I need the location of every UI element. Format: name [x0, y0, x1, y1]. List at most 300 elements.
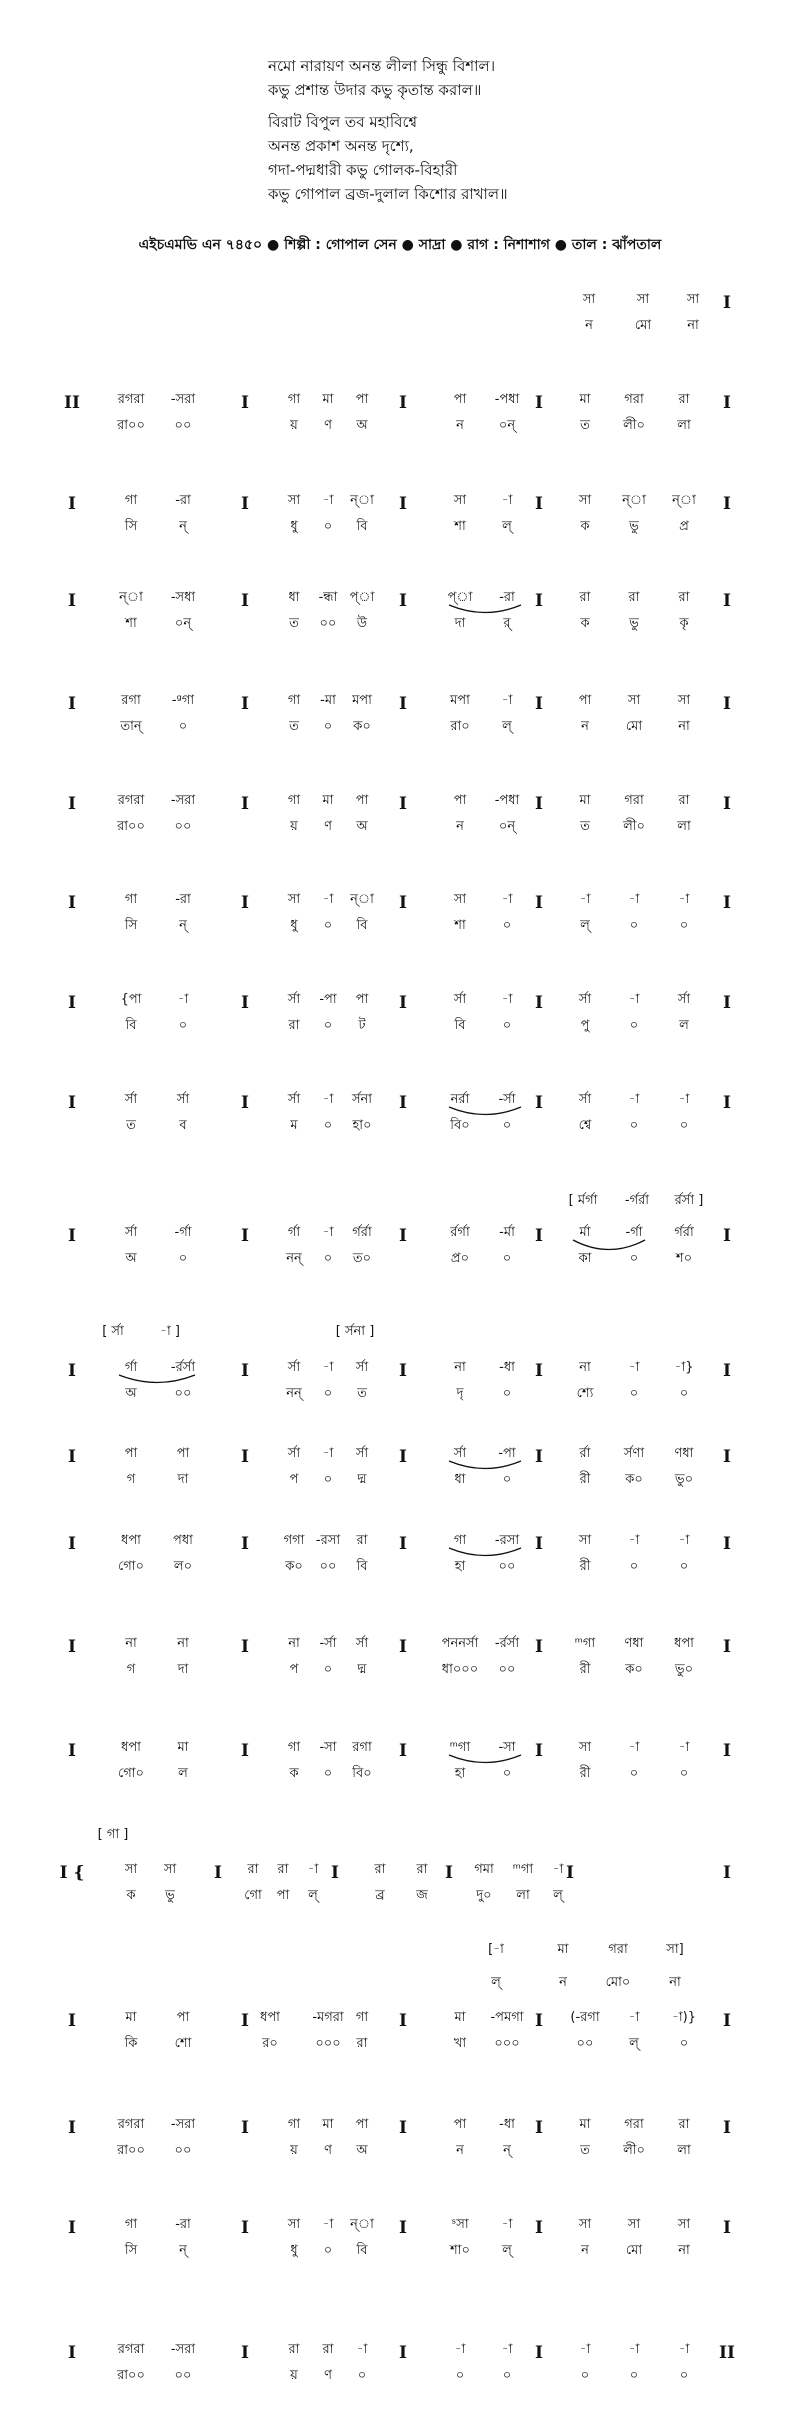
- bar-line: I: [723, 1863, 731, 1883]
- swara-note: পা: [176, 1446, 190, 1461]
- swara-note: পা: [355, 992, 369, 1007]
- lyric-syllable: র০: [262, 2036, 278, 2051]
- variation-annotation: -র্গর্রা: [624, 1193, 650, 1208]
- variation-annotation: [ র্মর্গা: [568, 1193, 598, 1208]
- bar-line: I: [535, 494, 543, 514]
- lyric-syllable: ভু: [629, 616, 639, 631]
- lyric-syllable: হা: [454, 1766, 466, 1781]
- lyric-syllable: ০: [629, 1386, 639, 1401]
- lyric-syllable: ধা: [454, 1472, 466, 1487]
- swara-note: ˢসা: [451, 2217, 469, 2232]
- swara-note: -র্রর্সা: [170, 1360, 196, 1375]
- swara-note: -া: [501, 892, 513, 907]
- lyric-syllable: দৃ: [456, 1386, 464, 1401]
- lyric-syllable: দা: [454, 616, 466, 631]
- variation-annotation: -া ]: [160, 1324, 180, 1339]
- swara-note: মা: [177, 1740, 189, 1755]
- swara-note: র্সা: [124, 1092, 138, 1107]
- bar-line: I: [535, 2218, 543, 2238]
- lyric-syllable: ল্: [308, 1888, 318, 1903]
- swara-note: ᵐগা: [512, 1862, 534, 1877]
- swara-note: গা: [287, 392, 301, 407]
- lyric-syllable: ০: [502, 1018, 512, 1033]
- swara-note: র্গা: [287, 1225, 301, 1240]
- bar-line: I: [331, 1863, 339, 1883]
- lyric-syllable: রী: [579, 1662, 591, 1677]
- swara-note: নর্রা: [450, 1092, 470, 1107]
- bar-line: I: [68, 893, 76, 913]
- lyric-syllable: ০: [629, 1118, 639, 1133]
- swara-note: ন্া: [622, 493, 646, 508]
- swara-note: -া: [322, 2217, 334, 2232]
- bar-line: I: [399, 2218, 407, 2238]
- bar-line: I: [399, 794, 407, 814]
- bar-line: I: [399, 694, 407, 714]
- swara-note: রা: [678, 793, 690, 808]
- swara-note: র্রা: [579, 1446, 591, 1461]
- swara-note: মা: [454, 2010, 466, 2025]
- lyric-syllable: ০০: [174, 2143, 192, 2158]
- bar-line: I: [535, 2118, 543, 2138]
- swara-note: না: [454, 1360, 466, 1375]
- swara-note: সা: [636, 292, 650, 307]
- variation-annotation: গরা: [608, 1942, 628, 1957]
- bar-line: I: [68, 591, 76, 611]
- bar-line: I: [241, 2118, 249, 2138]
- lyric-syllable: ০: [323, 1386, 333, 1401]
- swara-note: -সরা: [170, 392, 196, 407]
- swara-note: -র্গা: [174, 1225, 192, 1240]
- variation-annotation: [ র্সনা ]: [335, 1324, 375, 1339]
- swara-note: ন্া: [350, 493, 374, 508]
- lyric-syllable: প্র০: [450, 1251, 470, 1266]
- lyric-syllable: প: [289, 1472, 299, 1487]
- bar-line: I: [68, 1447, 76, 1467]
- swara-note: -সধা: [170, 590, 196, 605]
- bar-line: I: [399, 494, 407, 514]
- swara-note: র্সা: [287, 1360, 301, 1375]
- swara-note: সা: [627, 2217, 641, 2232]
- variation-annotation: [ গা ]: [97, 1827, 129, 1842]
- swara-note: -া: [307, 1862, 319, 1877]
- swara-note: রা: [678, 590, 690, 605]
- swara-note: র্সা: [677, 992, 691, 1007]
- lyric-syllable: রা০০: [117, 819, 145, 834]
- swara-note: সা: [287, 892, 301, 907]
- lyric-syllable: দ্ম: [357, 1472, 367, 1487]
- swara-note: -া: [322, 892, 334, 907]
- swara-note: গরা: [624, 392, 644, 407]
- lyric-syllable: ০০: [319, 1559, 337, 1574]
- lyric-syllable: গ: [126, 1472, 136, 1487]
- lyric-syllable: ত০: [352, 1251, 372, 1266]
- swara-note: পা: [176, 2010, 190, 2025]
- swara-note: না: [579, 1360, 591, 1375]
- lyric-syllable: ০: [323, 2243, 333, 2258]
- lyric-syllable: ০: [679, 1118, 689, 1133]
- bar-line: I: [399, 1226, 407, 1246]
- bar-line: I: [399, 1361, 407, 1381]
- bar-line: I: [399, 1093, 407, 1113]
- lyric-syllable: য়: [290, 819, 298, 834]
- swara-note: গা: [124, 2217, 138, 2232]
- lyric-syllable: শা: [454, 918, 466, 933]
- swara-note: -া: [579, 892, 591, 907]
- swara-note: গা: [453, 1533, 467, 1548]
- bar-line: I: [68, 494, 76, 514]
- slur-mark: [448, 1460, 522, 1472]
- lyric-syllable: ণ: [324, 819, 332, 834]
- lyric-syllable: রী: [579, 1472, 591, 1487]
- lyric-syllable: ০: [629, 1251, 639, 1266]
- lyric-syllable: ০: [323, 719, 333, 734]
- lyric-syllable: ণ: [324, 418, 332, 433]
- lyric-syllable: ভু০: [674, 1662, 694, 1677]
- bar-line: I: [399, 1534, 407, 1554]
- swara-note: সা: [124, 1862, 138, 1877]
- lyric-syllable: ০: [323, 1662, 333, 1677]
- swara-note: র্সা: [287, 1446, 301, 1461]
- lyric-syllable: ল্: [502, 719, 512, 734]
- bar-line: I: [535, 393, 543, 413]
- swara-note: ন্া: [672, 493, 696, 508]
- swara-note: গা: [287, 793, 301, 808]
- bar-line: I: [241, 1361, 249, 1381]
- bar-line: I: [241, 1534, 249, 1554]
- lyric-syllable: ভু: [165, 1888, 175, 1903]
- lyric-syllable: রা: [356, 2036, 368, 2051]
- lyric-syllable: শ্বে: [578, 1118, 592, 1133]
- swara-note: -সা: [498, 1740, 516, 1755]
- lyric-syllable: ল: [178, 1766, 188, 1781]
- lyric-syllable: বি: [356, 918, 368, 933]
- bar-line: I: [241, 1741, 249, 1761]
- lyric-syllable: ০০: [498, 1559, 516, 1574]
- bar-line: I: [723, 893, 731, 913]
- swara-note: ᵐগা: [449, 1740, 471, 1755]
- bar-line: I: [535, 1361, 543, 1381]
- bar-line: I: [68, 993, 76, 1013]
- swara-note: -সরা: [170, 793, 196, 808]
- swara-note: -া: [628, 1092, 640, 1107]
- lyric-syllable: ০: [629, 918, 639, 933]
- bar-line: I: [723, 694, 731, 714]
- bar-line: I: [68, 2218, 76, 2238]
- swara-note: রা: [579, 590, 591, 605]
- swara-note: সা: [287, 2217, 301, 2232]
- lyric-syllable: সি: [124, 2243, 138, 2258]
- lyric-syllable: ন: [585, 318, 593, 333]
- swara-note: -রা: [175, 493, 191, 508]
- bar-line: I: [399, 2118, 407, 2138]
- swara-note: ন্া: [350, 2217, 374, 2232]
- lyric-syllable: ত: [289, 719, 299, 734]
- bar-line: I: [241, 893, 249, 913]
- bar-line: I: [535, 2011, 543, 2031]
- swara-note: -া: [501, 2342, 513, 2357]
- swara-note: -া: [678, 2342, 690, 2357]
- lyric-syllable: হা: [454, 1559, 466, 1574]
- bar-line: I: [399, 2343, 407, 2363]
- record-info-line: এইচএমভি এন ৭৪৫০ ● শিল্পী : গোপাল সেন ● সাদ্রা ● রাগ : নিশাশাগ ● তাল : ঝাঁপতাল: [138, 237, 662, 253]
- swara-note: -র্গা: [625, 1225, 643, 1240]
- lyric-syllable: লী০: [623, 819, 645, 834]
- lyric-syllable: ত: [580, 819, 590, 834]
- swara-note: -পা: [498, 1446, 516, 1461]
- lyric-syllable: বি: [454, 1018, 466, 1033]
- swara-note: -পমগা: [490, 2010, 524, 2025]
- lyric-syllable: রা০০: [117, 2143, 145, 2158]
- variation-annotation: সা]: [666, 1942, 684, 1957]
- lyric-syllable: হা০: [352, 1118, 372, 1133]
- swara-note: -পধা: [494, 793, 520, 808]
- lyric-syllable: নন্: [286, 1386, 302, 1401]
- lyric-syllable: লা: [677, 819, 691, 834]
- bar-line: I: [723, 1361, 731, 1381]
- bar-line: I: [723, 293, 731, 313]
- bar-line: I: [399, 1447, 407, 1467]
- swara-note: রগা: [121, 693, 141, 708]
- bar-line: I: [399, 1637, 407, 1657]
- swara-note: র্রর্গা: [450, 1225, 470, 1240]
- swara-note: র্মা: [579, 1225, 591, 1240]
- swara-note: র্সা: [453, 1446, 467, 1461]
- lyric-syllable: ০০: [498, 1662, 516, 1677]
- swara-note: গগা: [283, 1533, 305, 1548]
- swara-note: র্গা: [124, 1360, 138, 1375]
- swara-note: রা: [247, 1862, 259, 1877]
- swara-note: -রসা: [315, 1533, 341, 1548]
- lyric-syllable: ০: [357, 2368, 367, 2383]
- swara-note: রা: [374, 1862, 386, 1877]
- lyric-syllable: না: [687, 318, 699, 333]
- variation-annotation: ল্: [491, 1975, 501, 1990]
- swara-note: না: [288, 1636, 300, 1651]
- swara-note: -া: [501, 2217, 513, 2232]
- swara-note: গা: [287, 2117, 301, 2132]
- lyric-syllable: ক০: [353, 719, 371, 734]
- lyric-syllable: ধু: [290, 918, 298, 933]
- lyric-syllable: ভু০: [674, 1472, 694, 1487]
- swara-note: -া: [322, 1092, 334, 1107]
- lyric-syllable: ০: [323, 1018, 333, 1033]
- swara-note: -া: [628, 892, 640, 907]
- lyric-syllable: বি০: [352, 1766, 372, 1781]
- bar-line: I: [68, 1637, 76, 1657]
- swara-note: র্সা: [355, 1636, 369, 1651]
- lyric-syllable: রা: [288, 1018, 300, 1033]
- swara-note: ধপা: [260, 2010, 280, 2025]
- lyric-syllable: ত: [580, 418, 590, 433]
- swara-note: -ধা: [499, 1360, 515, 1375]
- lyric-syllable: ০: [502, 2368, 512, 2383]
- swara-note: পননর্সা: [441, 1636, 479, 1651]
- swara-note: পা: [578, 693, 592, 708]
- lyric-syllable: লা: [677, 418, 691, 433]
- bar-line: I: [535, 1637, 543, 1657]
- lyric-syllable: ন: [581, 719, 589, 734]
- lyric-syllable: য়: [290, 2368, 298, 2383]
- lyric-syllable: ক: [126, 1888, 136, 1903]
- lyric-syllable: খা: [453, 2036, 467, 2051]
- lyric-syllable: ০০: [174, 2368, 192, 2383]
- lyric-syllable: ০০: [319, 616, 337, 631]
- lyric-syllable: অ: [356, 819, 368, 834]
- swara-note: সা: [453, 892, 467, 907]
- swara-note: -া)}: [671, 2010, 697, 2025]
- lyric-syllable: ০: [679, 1386, 689, 1401]
- bar-line: I: [399, 393, 407, 413]
- bar-line: I: [723, 494, 731, 514]
- swara-note: -া: [177, 992, 189, 1007]
- variation-annotation: মো০: [605, 1975, 631, 1990]
- bar-line: I: [241, 393, 249, 413]
- lyric-syllable: ০ন্: [174, 616, 192, 631]
- swara-note: -া: [628, 992, 640, 1007]
- lyric-syllable: ট: [358, 1018, 366, 1033]
- slur-mark: [572, 1239, 646, 1253]
- swara-note: পা: [124, 1446, 138, 1461]
- swara-note: -পধা: [494, 392, 520, 407]
- lyric-syllable: ০: [502, 1766, 512, 1781]
- lyric-syllable: ০০০: [494, 2036, 520, 2051]
- bar-line: I: [535, 893, 543, 913]
- lyric-syllable: ০: [455, 2368, 465, 2383]
- swara-note: পা: [453, 2117, 467, 2132]
- swara-note: না: [177, 1636, 189, 1651]
- bar-line: I: [68, 1093, 76, 1113]
- swara-note: -রা: [175, 892, 191, 907]
- bar-line: I: [241, 2011, 249, 2031]
- swara-note: -পা: [319, 992, 337, 1007]
- swara-note: মা: [322, 2117, 334, 2132]
- lyric-syllable: শা: [125, 616, 137, 631]
- swara-note: গা: [124, 493, 138, 508]
- lyric-syllable: লা: [516, 1888, 530, 1903]
- lyric-syllable: দ্ম: [357, 1662, 367, 1677]
- lyric-syllable: কা: [578, 1251, 592, 1266]
- swara-note: রা: [678, 392, 690, 407]
- lyric-syllable: ০: [502, 1118, 512, 1133]
- lyric-syllable: ০: [323, 918, 333, 933]
- lyric-syllable: রী: [579, 1559, 591, 1574]
- swara-note: সা: [453, 493, 467, 508]
- lyric-syllable: য়: [290, 418, 298, 433]
- lyric-syllable: ০: [679, 2368, 689, 2383]
- lyric-syllable: ০: [323, 519, 333, 534]
- lyric-syllable: বি: [356, 1559, 368, 1574]
- lyric-syllable: ০: [629, 1018, 639, 1033]
- lyric-line-3: বিরাট বিপুল তব মহাবিশ্বে: [268, 113, 418, 131]
- bar-line: I: [68, 2343, 76, 2363]
- lyric-syllable: ল০: [173, 1559, 193, 1574]
- lyric-syllable: শ্যে: [576, 1386, 594, 1401]
- lyric-syllable: শা০: [450, 2243, 470, 2258]
- swara-note: মা: [125, 2010, 137, 2025]
- lyric-syllable: ০: [679, 1559, 689, 1574]
- variation-annotation: ন: [559, 1975, 567, 1990]
- bar-line: I: [399, 2011, 407, 2031]
- swara-note: সা: [582, 292, 596, 307]
- swara-note: -া: [322, 1446, 334, 1461]
- lyric-syllable: অ: [356, 418, 368, 433]
- lyric-syllable: ল্: [502, 519, 512, 534]
- swara-note: -া: [628, 2342, 640, 2357]
- lyric-syllable: গো০: [117, 1766, 145, 1781]
- lyric-syllable: পা: [276, 1888, 290, 1903]
- lyric-syllable: রা০০: [117, 418, 145, 433]
- swara-note: সা: [677, 2217, 691, 2232]
- bar-line: I: [241, 1226, 249, 1246]
- bar-line: I: [241, 1447, 249, 1467]
- bar-line: I: [241, 591, 249, 611]
- swara-note: -রা: [175, 2217, 191, 2232]
- bar-line: I: [535, 1226, 543, 1246]
- lyric-syllable: ০: [323, 1472, 333, 1487]
- swara-note: রা: [288, 2342, 300, 2357]
- lyric-syllable: মো: [625, 2243, 643, 2258]
- swara-note: -সা: [319, 1740, 337, 1755]
- bar-line: I: [723, 393, 731, 413]
- swara-note: -া: [678, 892, 690, 907]
- swara-note: -া: [322, 493, 334, 508]
- swara-note: -া: [501, 493, 513, 508]
- lyric-syllable: ০ন্: [498, 418, 516, 433]
- lyric-syllable: ০: [323, 1118, 333, 1133]
- lyric-syllable: না: [678, 2243, 690, 2258]
- swara-note: পা: [355, 793, 369, 808]
- bar-line: I: [723, 591, 731, 611]
- lyric-syllable: ০: [178, 1018, 188, 1033]
- bar-line: I: [241, 794, 249, 814]
- swara-note: গরা: [624, 793, 644, 808]
- bar-line: I: [445, 1863, 453, 1883]
- swara-note: রগা: [352, 1740, 372, 1755]
- swara-note: র্সা: [578, 1092, 592, 1107]
- swara-note: -া: [628, 1740, 640, 1755]
- bar-line: I: [535, 591, 543, 611]
- lyric-syllable: বি: [356, 519, 368, 534]
- lyric-syllable: ধা০০০: [441, 1662, 479, 1677]
- lyric-syllable: ০ন্: [498, 819, 516, 834]
- swara-note: -া}: [674, 1360, 694, 1375]
- swara-note: মা: [322, 793, 334, 808]
- bar-line: I: [241, 2218, 249, 2238]
- swara-note: র্সা: [578, 992, 592, 1007]
- variation-annotation: [ র্সা: [102, 1324, 124, 1339]
- swara-note: গা: [355, 2010, 369, 2025]
- bar-line: I: [241, 993, 249, 1013]
- variation-annotation: [-া: [488, 1942, 504, 1957]
- bar-line: I: [535, 794, 543, 814]
- swara-note: র্সা: [355, 1446, 369, 1461]
- lyric-syllable: ০: [629, 1766, 639, 1781]
- lyric-line-4: অনন্ত প্রকাশ অনন্ত দৃশ্যে,: [268, 137, 414, 155]
- lyric-syllable: কৃ: [679, 616, 689, 631]
- swara-note: মা: [579, 392, 591, 407]
- swara-note: গা: [287, 1740, 301, 1755]
- swara-note: -া: [628, 2010, 640, 2025]
- lyric-syllable: দা: [177, 1662, 189, 1677]
- lyric-syllable: বি০: [450, 1118, 470, 1133]
- lyric-syllable: উ: [356, 616, 368, 631]
- swara-note: -া: [552, 1862, 564, 1877]
- swara-note: -ᵍগা: [171, 693, 195, 708]
- swara-note: ধপা: [121, 1533, 141, 1548]
- lyric-syllable: ০: [502, 918, 512, 933]
- lyric-syllable: লী০: [623, 2143, 645, 2158]
- lyric-syllable: ০: [178, 719, 188, 734]
